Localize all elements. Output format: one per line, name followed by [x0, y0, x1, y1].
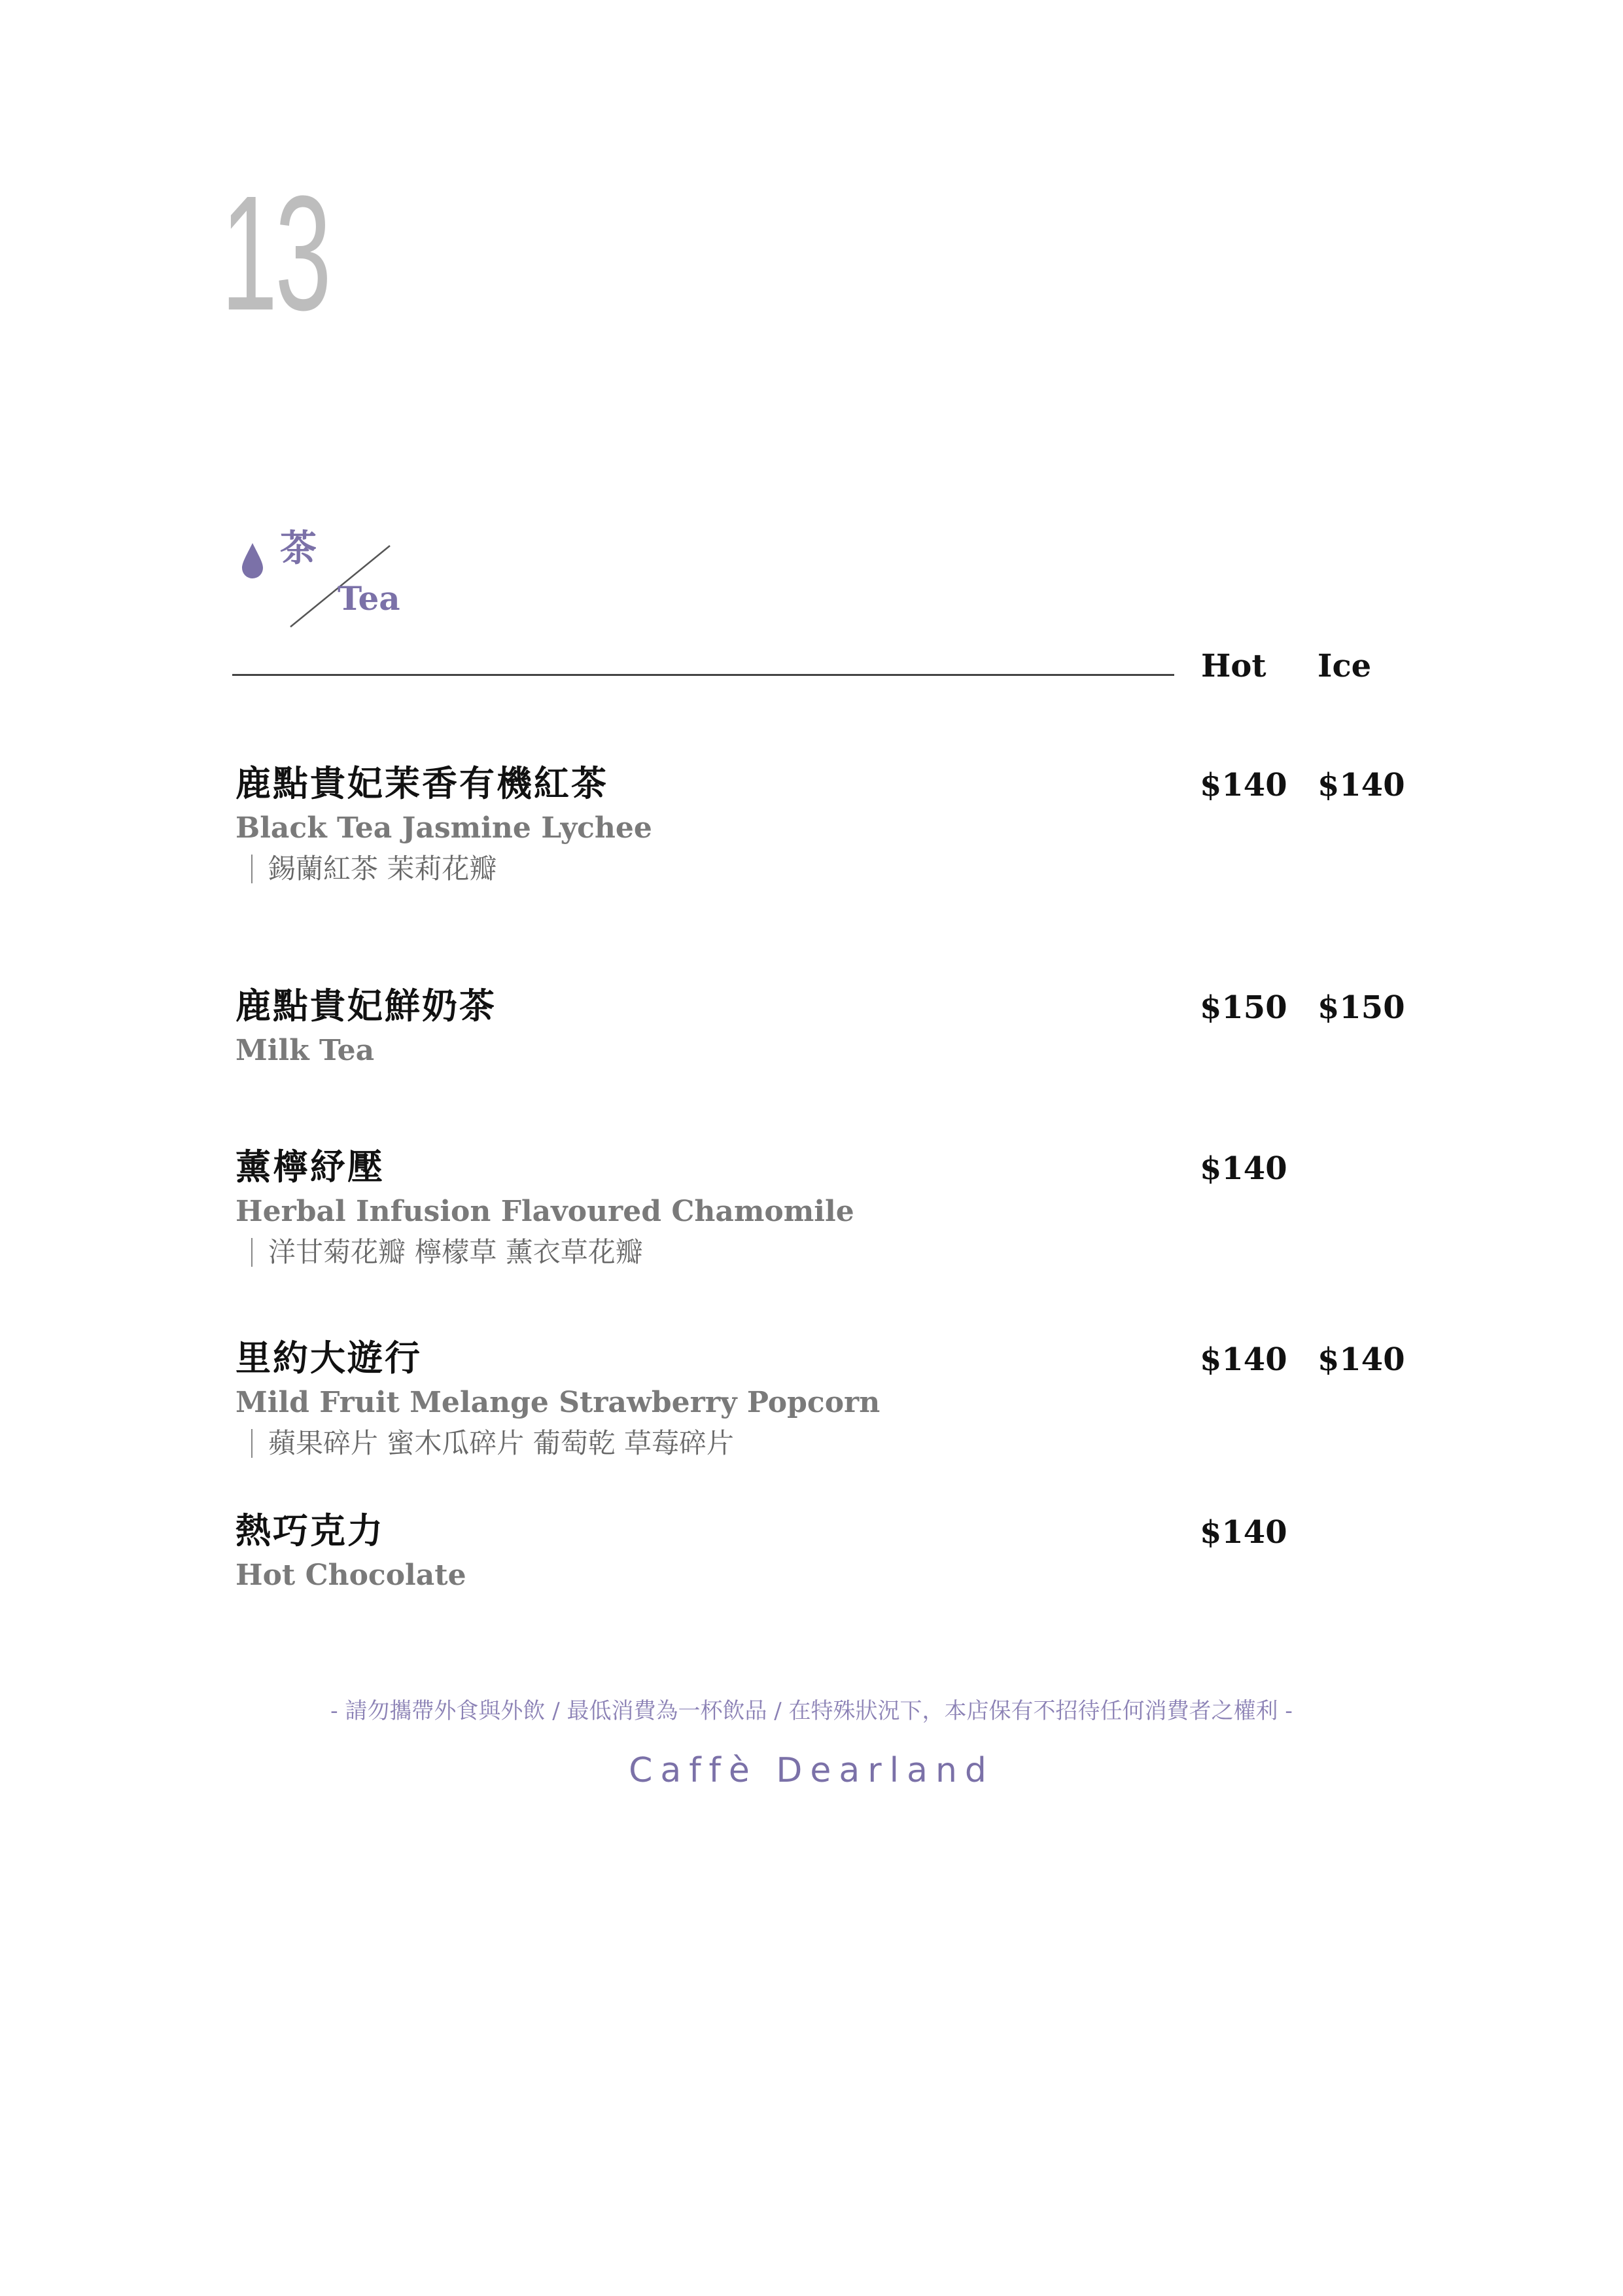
item-price-ice: $150 [1318, 989, 1405, 1026]
drop-icon [241, 542, 264, 578]
item-price-ice: $140 [1318, 767, 1405, 804]
item-description-text: 錫蘭紅茶 茉莉花瓣 [268, 853, 497, 885]
footer-notice: - 請勿攜帶外食與外飲 / 最低消費為一杯飲品 / 在特殊狀況下，本店保有不招待任何消費者之權利 - [330, 1698, 1293, 1724]
item-price-hot: $150 [1200, 989, 1287, 1026]
item-name-zh: 鹿點貴妃茉香有機紅茶 [236, 762, 608, 804]
column-header-hot: Hot [1201, 648, 1266, 684]
item-name-en: Hot Chocolate [236, 1559, 466, 1592]
item-price-ice: $140 [1318, 1341, 1405, 1378]
item-price-hot: $140 [1200, 1341, 1287, 1378]
item-name-zh: 熱巧克力 [236, 1510, 385, 1551]
page-number: 13 [221, 162, 329, 344]
column-header-ice: Ice [1318, 648, 1372, 684]
item-description-text: 蘋果碎片 蜜木瓜碎片 葡萄乾 草莓碎片 [268, 1427, 735, 1459]
header-rule [232, 674, 1174, 676]
item-price-hot: $140 [1200, 767, 1287, 804]
item-name-en: Mild Fruit Melange Strawberry Popcorn [236, 1386, 881, 1419]
item-description [236, 855, 1413, 883]
section-header [236, 523, 471, 635]
brand-name: Caffè Dearland [629, 1751, 994, 1790]
description-bar [251, 1238, 253, 1267]
section-title-en: Tea [338, 579, 400, 618]
item-name-en: Black Tea Jasmine Lychee [236, 811, 652, 845]
item-name-en: Milk Tea [236, 1034, 375, 1067]
item-price-hot: $140 [1200, 1150, 1287, 1187]
item-description-text: 洋甘菊花瓣 檸檬草 薰衣草花瓣 [268, 1236, 643, 1268]
section-title-zh: 茶 [280, 527, 317, 570]
description-bar [251, 855, 253, 883]
item-description [236, 1429, 1413, 1458]
item-price-hot: $140 [1200, 1514, 1287, 1551]
item-description [236, 1238, 1413, 1267]
description-bar [251, 1429, 253, 1458]
item-name-en: Herbal Infusion Flavoured Chamomile [236, 1195, 854, 1228]
item-name-zh: 薰檸紓壓 [236, 1146, 385, 1188]
item-name-zh: 鹿點貴妃鮮奶茶 [236, 985, 497, 1027]
item-name-zh: 里約大遊行 [236, 1337, 422, 1379]
